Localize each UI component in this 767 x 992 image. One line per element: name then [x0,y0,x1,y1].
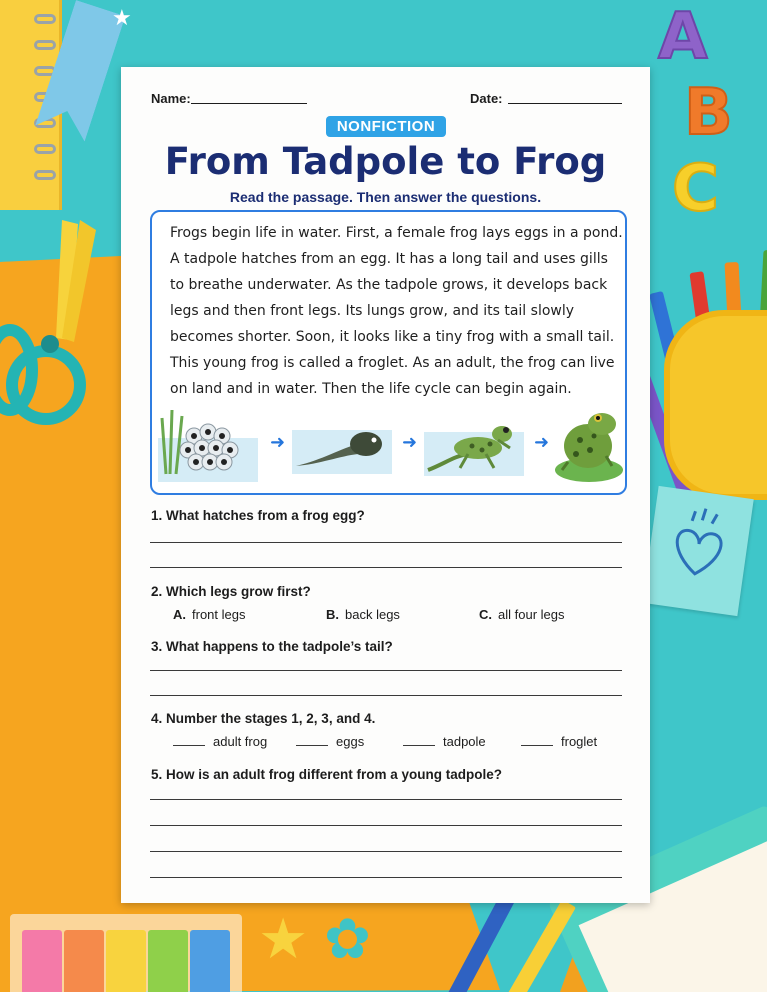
answer-line-q3[interactable] [150,670,622,671]
arrow-right-icon: ➜ [534,432,550,453]
yellow-tab [106,930,146,992]
worksheet-title: From Tadpole to Frog [164,140,607,183]
passage-line: on land and in water. Then the life cycle can begin again. [170,381,572,397]
arrow-right-icon: ➜ [270,432,286,453]
choice-text: back legs [345,607,400,622]
frog-eggs-icon [158,404,258,484]
choice-letter: B. [326,607,339,622]
notebook-spiral [34,170,56,180]
question-3: 3. What happens to the tadpole’s tail? [151,639,393,654]
question-4: 4. Number the stages 1, 2, 3, and 4. [151,711,376,726]
orange-tab [64,930,104,992]
date-label: Date: [470,91,503,106]
green-tab [148,930,188,992]
question-1: 1. What hatches from a frog egg? [151,508,365,523]
passage-line: A tadpole hatches from an egg. It has a long tail and uses gills [170,251,608,267]
passage-line: This young frog is called a froglet. As an adult, the frog can live [170,355,615,371]
blue-tab [190,930,230,992]
order-item-label: eggs [336,734,365,749]
question-2: 2. Which legs grow first? [151,584,311,599]
passage-line: becomes shorter. Soon, it looks like a tiny frog with a small tail. [170,329,615,345]
question-5: 5. How is an adult frog different from a young tadpole? [151,767,503,782]
reading-passage [170,220,623,402]
name-field[interactable] [191,103,307,104]
letter-b-toy: B [684,76,733,150]
choice-text: front legs [192,607,246,622]
order-item-label: adult frog [213,734,268,749]
choice-c[interactable] [479,607,564,622]
genre-badge: NONFICTION [326,116,446,137]
star-icon: ★ [112,6,132,31]
answer-line-q5[interactable] [150,851,622,852]
choice-letter: C. [479,607,492,622]
froglet-icon [424,404,524,484]
sticky-note [642,486,753,616]
answer-line-q5[interactable] [150,825,622,826]
order-item-label: tadpole [443,734,486,749]
date-field[interactable] [508,103,622,104]
choice-letter: A. [173,607,186,622]
heart-icon [642,486,753,616]
life-cycle-illustration [158,404,623,484]
passage-line: Frogs begin life in water. First, a female frog lays eggs in a pond. [170,225,623,241]
pencil-cup [664,310,767,500]
order-item-label: froglet [561,734,598,749]
reading-passage-box [150,210,627,495]
pink-tab [22,930,62,992]
order-item[interactable] [173,734,267,749]
passage-line: legs and then front legs. Its lungs grow, and its tail slowly [170,303,575,319]
worksheet-page [121,67,650,903]
number-blank[interactable] [296,734,328,746]
notebook-spiral [34,14,56,24]
choice-text: all four legs [498,607,565,622]
number-blank[interactable] [403,734,435,746]
scissors-icon [0,220,120,430]
number-blank[interactable] [521,734,553,746]
teal-flower-icon: ✿ [324,907,371,972]
adult-frog-icon [554,404,624,484]
yellow-star-icon: ★ [258,907,309,972]
number-blank[interactable] [173,734,205,746]
passage-line: to breathe underwater. As the tadpole grows, it develops back [170,277,608,293]
order-item[interactable] [296,734,364,749]
answer-line-q5[interactable] [150,799,622,800]
tadpole-icon [292,404,392,484]
notebook-spiral [34,40,56,50]
choice-b[interactable] [326,607,400,622]
order-item[interactable] [403,734,486,749]
choice-a[interactable] [173,607,245,622]
arrow-right-icon: ➜ [402,432,418,453]
order-item[interactable] [521,734,597,749]
answer-line-q5[interactable] [150,877,622,878]
answer-line-q1[interactable] [150,542,622,543]
letter-a-toy: A [658,0,708,74]
answer-line-q1[interactable] [150,567,622,568]
answer-line-q3[interactable] [150,695,622,696]
notebook-spiral [34,144,56,154]
name-label: Name: [151,91,191,106]
instructions: Read the passage. Then answer the questions. [229,189,542,205]
letter-c-toy: C [672,152,719,226]
